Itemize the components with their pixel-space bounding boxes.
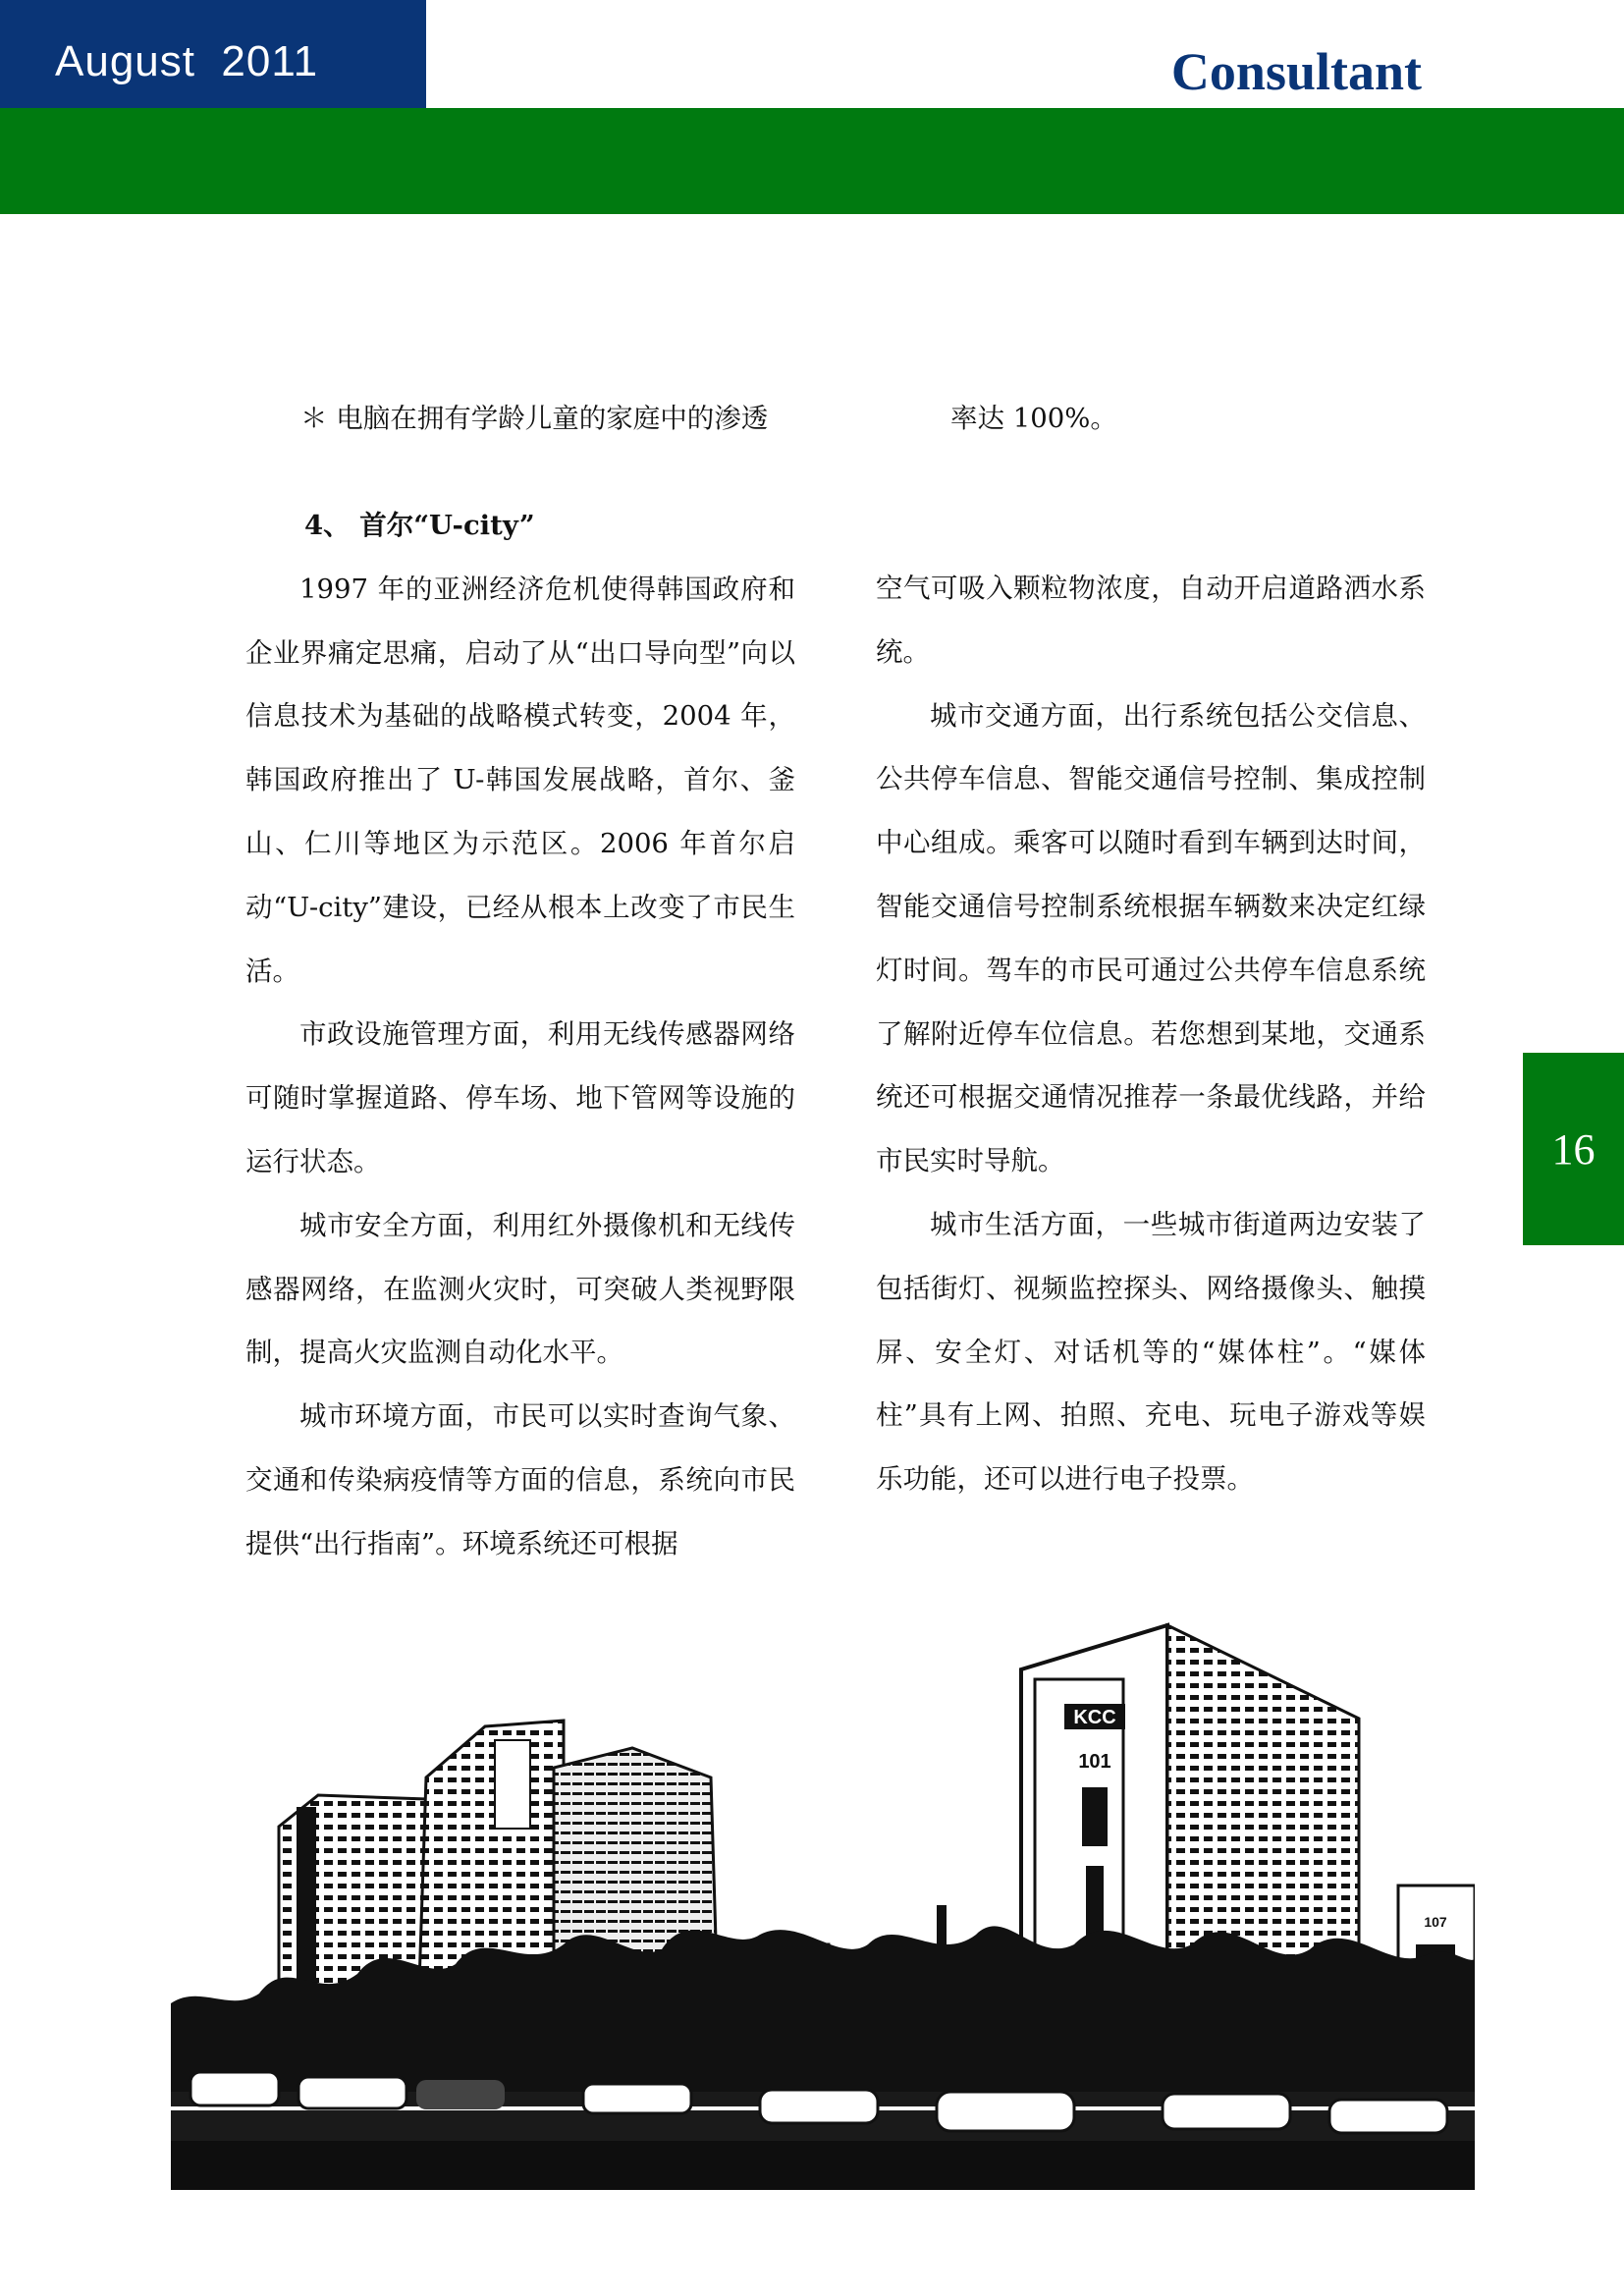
section-heading: 4、 首尔“U-city” xyxy=(304,510,535,541)
magazine-title: Consultant xyxy=(1170,42,1422,101)
paragraph: 空气可吸入颗粒物浓度，自动开启道路洒水系统。 xyxy=(876,573,1426,668)
paragraph: 城市环境方面，市民可以实时查询气象、交通和传染病疫情等方面的信息，系统向市民提供“出行指南”。环境系统还可根据 xyxy=(245,1400,795,1559)
paragraph: 城市交通方面，出行系统包括公交信息、公共停车信息、智能交通信号控制、集成控制中心组成。乘客可以随时看到车辆到达时间，智能交通信号控制系统根据车辆数来决定红绿灯时间。驾车的市民可通过公共停车信息系统了解附近停车位信息。若您想到某地，交通系统还可根据交通情况推荐一条最优线路，并给市民实时导航。 xyxy=(876,699,1426,1177)
building-number-sign: 101 xyxy=(1078,1751,1111,1773)
paragraph: 城市安全方面，利用红外摄像机和无线传感器网络，在监测火灾时，可突破人类视野限制，提高火灾监测自动化水平。 xyxy=(245,1209,795,1369)
paragraph: 1997 年的亚洲经济危机使得韩国政府和企业界痛定思痛，启动了从“出口导向型”向以信息技术为基础的战略模式转变，2004 年，韩国政府推出了 U-韩国发展战略，首尔、釜山、仁川等地区为示范区。2006 年首尔启动“U-city”建设，已经从根本上改变了市民生活。 xyxy=(245,573,795,987)
footnote-left: ＊ 电脑在拥有学龄儿童的家庭中的渗透 xyxy=(300,403,769,434)
right-column xyxy=(876,388,1426,1511)
building-sign-right: 107 xyxy=(1424,1914,1447,1930)
page-number-tab xyxy=(1523,1053,1624,1245)
kcc-sign: KCC xyxy=(1073,1707,1116,1728)
left-column xyxy=(245,388,795,1576)
header-green-band xyxy=(0,108,1624,214)
paragraph: 市政设施管理方面，利用无线传感器网络可随时掌握道路、停车场、地下管网等设施的运行状态。 xyxy=(245,1018,795,1177)
footnote-right: 率达 100%。 xyxy=(950,403,1117,434)
page-number: 16 xyxy=(1551,1124,1596,1174)
paragraph: 城市生活方面，一些城市街道两边安装了包括街灯、视频监控探头、网络摄像头、触摸屏、安全灯、对话机等的“媒体柱”。“媒体柱”具有上网、拍照、充电、玩电子游戏等娱乐功能，还可以进行电子投票。 xyxy=(876,1208,1426,1496)
city-apartments-photo xyxy=(171,1611,1475,2190)
issue-date: August 2011 xyxy=(55,37,319,85)
